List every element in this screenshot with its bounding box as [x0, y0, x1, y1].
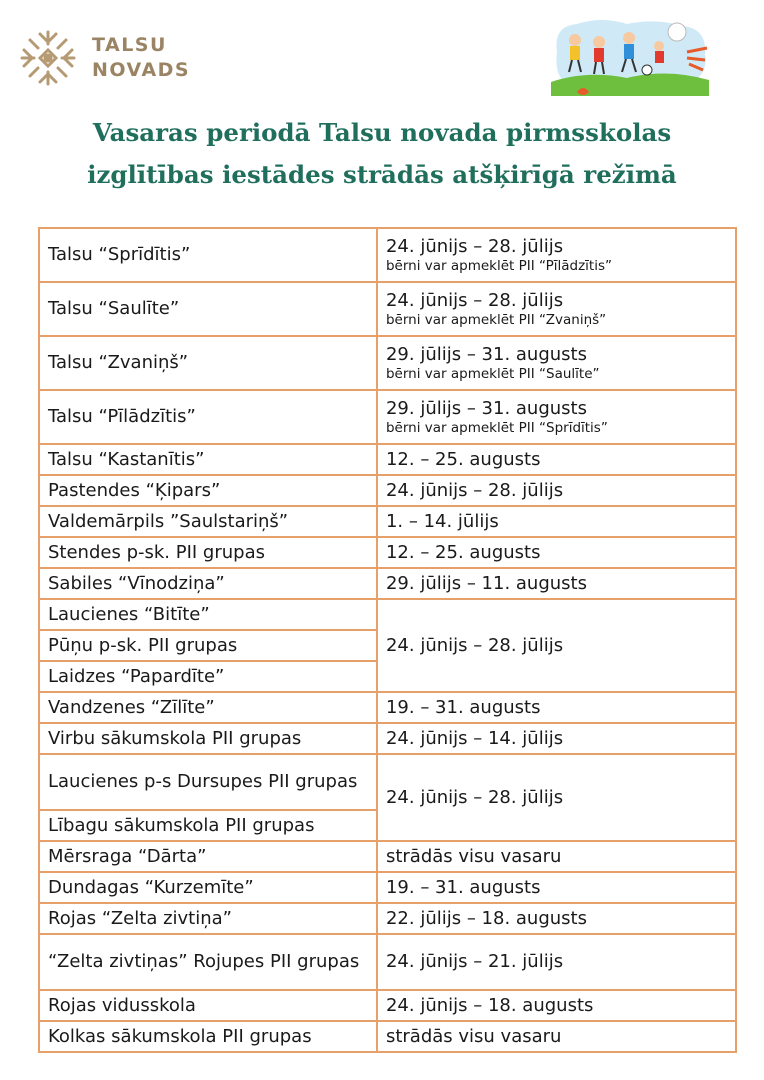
- table-row: [39, 754, 736, 810]
- place-cell: Talsu “Zvaniņš”: [39, 336, 377, 390]
- place-cell: Laidzes “Papardīte”: [39, 661, 377, 692]
- period-note: bērni var apmeklēt PII “Zvaniņš”: [385, 312, 607, 328]
- place-cell: Talsu “Sprīdītis”: [39, 228, 377, 282]
- table-row: [39, 568, 736, 599]
- table-row: [39, 841, 736, 872]
- page-title: [0, 112, 764, 196]
- logo-line2: NOVADS: [92, 59, 191, 81]
- period-note: bērni var apmeklēt PII “Saulīte”: [385, 366, 600, 382]
- period-cell: strādās visu vasaru: [377, 841, 736, 872]
- place-cell: Kolkas sākumskola PII grupas: [39, 1021, 377, 1052]
- place-cell: Talsu “Kastanītis”: [39, 444, 377, 475]
- period-text: 29. jūlijs – 31. augusts: [385, 344, 587, 365]
- period-text: 24. jūnijs – 28. jūlijs: [385, 236, 564, 257]
- place-cell: Lībagu sākumskola PII grupas: [39, 810, 377, 841]
- place-cell: Sabiles “Vīnodziņa”: [39, 568, 377, 599]
- table-row: [39, 723, 736, 754]
- place-cell: Laucienes p-s Dursupes PII grupas: [39, 754, 377, 810]
- period-cell: 19. – 31. augusts: [377, 692, 736, 723]
- place-cell: Rojas vidusskola: [39, 990, 377, 1021]
- period-cell: [377, 390, 736, 444]
- period-cell: 24. jūnijs – 28. jūlijs: [377, 754, 736, 841]
- talsu-novads-logo: [16, 26, 190, 90]
- period-cell: 29. jūlijs – 11. augusts: [377, 568, 736, 599]
- period-note: bērni var apmeklēt PII “Sprīdītis”: [385, 420, 608, 436]
- children-playing-illustration: [547, 12, 717, 102]
- place-cell: Talsu “Pīlādzītis”: [39, 390, 377, 444]
- place-cell: Stendes p-sk. PII grupas: [39, 537, 377, 568]
- table-row: [39, 872, 736, 903]
- place-cell: Pūņu p-sk. PII grupas: [39, 630, 377, 661]
- place-cell: “Zelta zivtiņas” Rojupes PII grupas: [39, 934, 377, 990]
- table-row: [39, 282, 736, 336]
- period-cell: 12. – 25. augusts: [377, 537, 736, 568]
- period-cell: 1. – 14. jūlijs: [377, 506, 736, 537]
- title-line2: izglītības iestādes strādās atšķirīgā režīmā: [87, 160, 677, 189]
- table-row: [39, 475, 736, 506]
- period-cell: [377, 228, 736, 282]
- place-cell: Laucienes “Bitīte”: [39, 599, 377, 630]
- table-row: [39, 692, 736, 723]
- place-cell: Valdemārpils ”Saulstariņš”: [39, 506, 377, 537]
- period-cell: [377, 336, 736, 390]
- place-cell: Dundagas “Kurzemīte”: [39, 872, 377, 903]
- title-line1: Vasaras periodā Talsu novada pirmsskolas: [92, 118, 672, 147]
- place-cell: Mērsraga “Dārta”: [39, 841, 377, 872]
- period-cell: strādās visu vasaru: [377, 1021, 736, 1052]
- place-cell: Rojas “Zelta zivtiņa”: [39, 903, 377, 934]
- place-cell: Vandzenes “Zīlīte”: [39, 692, 377, 723]
- table-row: [39, 599, 736, 630]
- table-row: [39, 390, 736, 444]
- table-row: [39, 228, 736, 282]
- schedule-table: [38, 227, 737, 1053]
- table-row: [39, 934, 736, 990]
- table-row: [39, 444, 736, 475]
- period-note: bērni var apmeklēt PII “Pīlādzītis”: [385, 258, 612, 274]
- period-text: 24. jūnijs – 28. jūlijs: [385, 290, 564, 311]
- period-cell: 24. jūnijs – 28. jūlijs: [377, 599, 736, 692]
- table-row: [39, 336, 736, 390]
- period-text: 29. jūlijs – 31. augusts: [385, 398, 587, 419]
- period-cell: 12. – 25. augusts: [377, 444, 736, 475]
- period-cell: 24. jūnijs – 21. jūlijs: [377, 934, 736, 990]
- table-row: [39, 506, 736, 537]
- table-row: [39, 537, 736, 568]
- period-cell: 24. jūnijs – 28. jūlijs: [377, 475, 736, 506]
- logo-line1: TALSU: [92, 34, 167, 56]
- period-cell: 22. jūlijs – 18. augusts: [377, 903, 736, 934]
- place-cell: Virbu sākumskola PII grupas: [39, 723, 377, 754]
- place-cell: Pastendes “Ķipars”: [39, 475, 377, 506]
- table-row: [39, 1021, 736, 1052]
- table-row: [39, 990, 736, 1021]
- period-cell: 19. – 31. augusts: [377, 872, 736, 903]
- place-cell: Talsu “Saulīte”: [39, 282, 377, 336]
- period-cell: 24. jūnijs – 14. jūlijs: [377, 723, 736, 754]
- ornament-icon: [16, 26, 80, 90]
- period-cell: 24. jūnijs – 18. augusts: [377, 990, 736, 1021]
- table-row: [39, 903, 736, 934]
- period-cell: [377, 282, 736, 336]
